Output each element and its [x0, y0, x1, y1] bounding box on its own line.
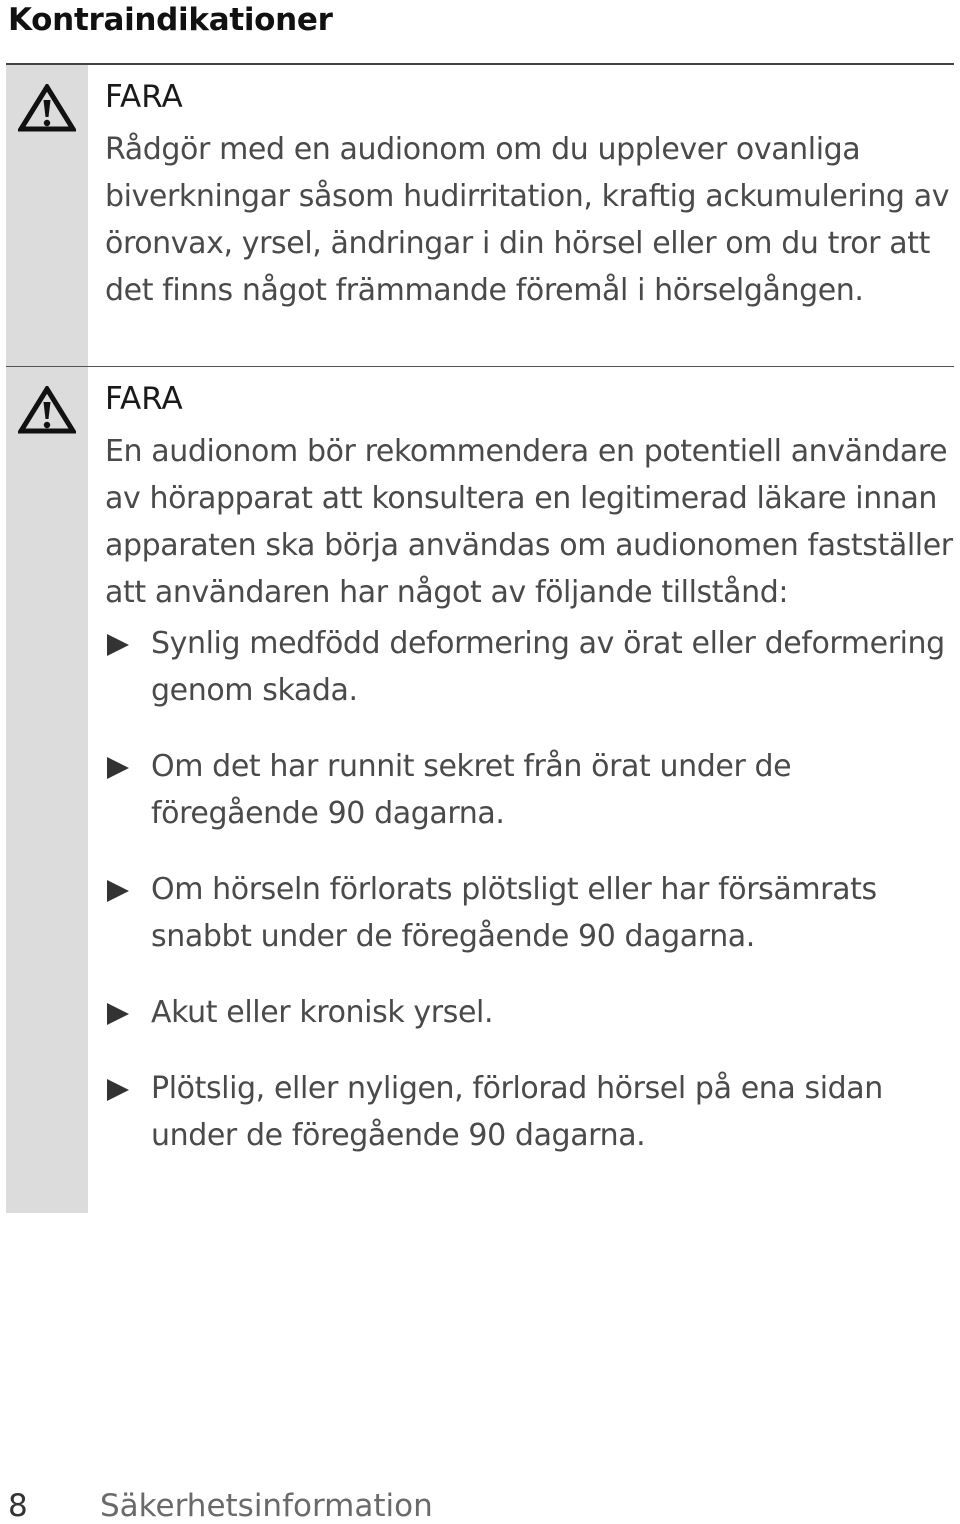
warning-divider: [6, 366, 954, 367]
warning-text: En audionom bör rekommendera en potentiell användare av hörapparat att konsultera en legitimerad läkare innan apparaten ska börja användas om audionomen fastställer att användaren har något av följande tillstånd:: [105, 434, 953, 610]
warning-triangle-icon: [18, 386, 76, 434]
warning-label: FARA: [105, 381, 183, 417]
page-number: 8: [8, 1488, 28, 1524]
icon-column-background: [6, 65, 88, 1213]
bullet-arrow-icon: [107, 880, 129, 902]
list-item-text: Akut eller kronisk yrsel.: [151, 995, 494, 1030]
warning-block-2: [105, 380, 955, 1188]
bullet-arrow-icon: [107, 757, 129, 779]
list-item-text: Om hörseln förlorats plötsligt eller har försämrats snabbt under de föregående 90 dagarna.: [151, 872, 877, 954]
list-item-text: Synlig medfödd deformering av örat eller deformering genom skada.: [151, 626, 945, 708]
list-item: [105, 620, 955, 714]
list-item: [105, 743, 955, 837]
list-item: [105, 1065, 955, 1159]
list-item-text: Om det har runnit sekret från örat under de föregående 90 dagarna.: [151, 749, 792, 831]
list-item-text: Plötslig, eller nyligen, förlorad hörsel på ena sidan under de föregående 90 dagarna.: [151, 1071, 883, 1153]
warning-block-1: [105, 78, 955, 314]
footer-section-label: Säkerhetsinformation: [100, 1488, 433, 1524]
bullet-arrow-icon: [107, 1003, 129, 1025]
bullet-arrow-icon: [107, 1079, 129, 1101]
section-title: Kontraindikationer: [8, 2, 333, 38]
top-rule: [6, 63, 954, 65]
warning-label: FARA: [105, 79, 183, 115]
list-item: [105, 866, 955, 960]
bullet-arrow-icon: [107, 634, 129, 656]
list-item: [105, 989, 955, 1036]
warning-triangle-icon: [18, 84, 76, 132]
warning-text: Rådgör med en audionom om du upplever ovanliga biverkningar såsom hudirritation, kraftig ackumulering av öronvax, yrsel, ändringar i din hörsel eller om du tror att det finns något främmande föremål i hörselgången.: [105, 132, 950, 308]
condition-list: [105, 620, 955, 1159]
